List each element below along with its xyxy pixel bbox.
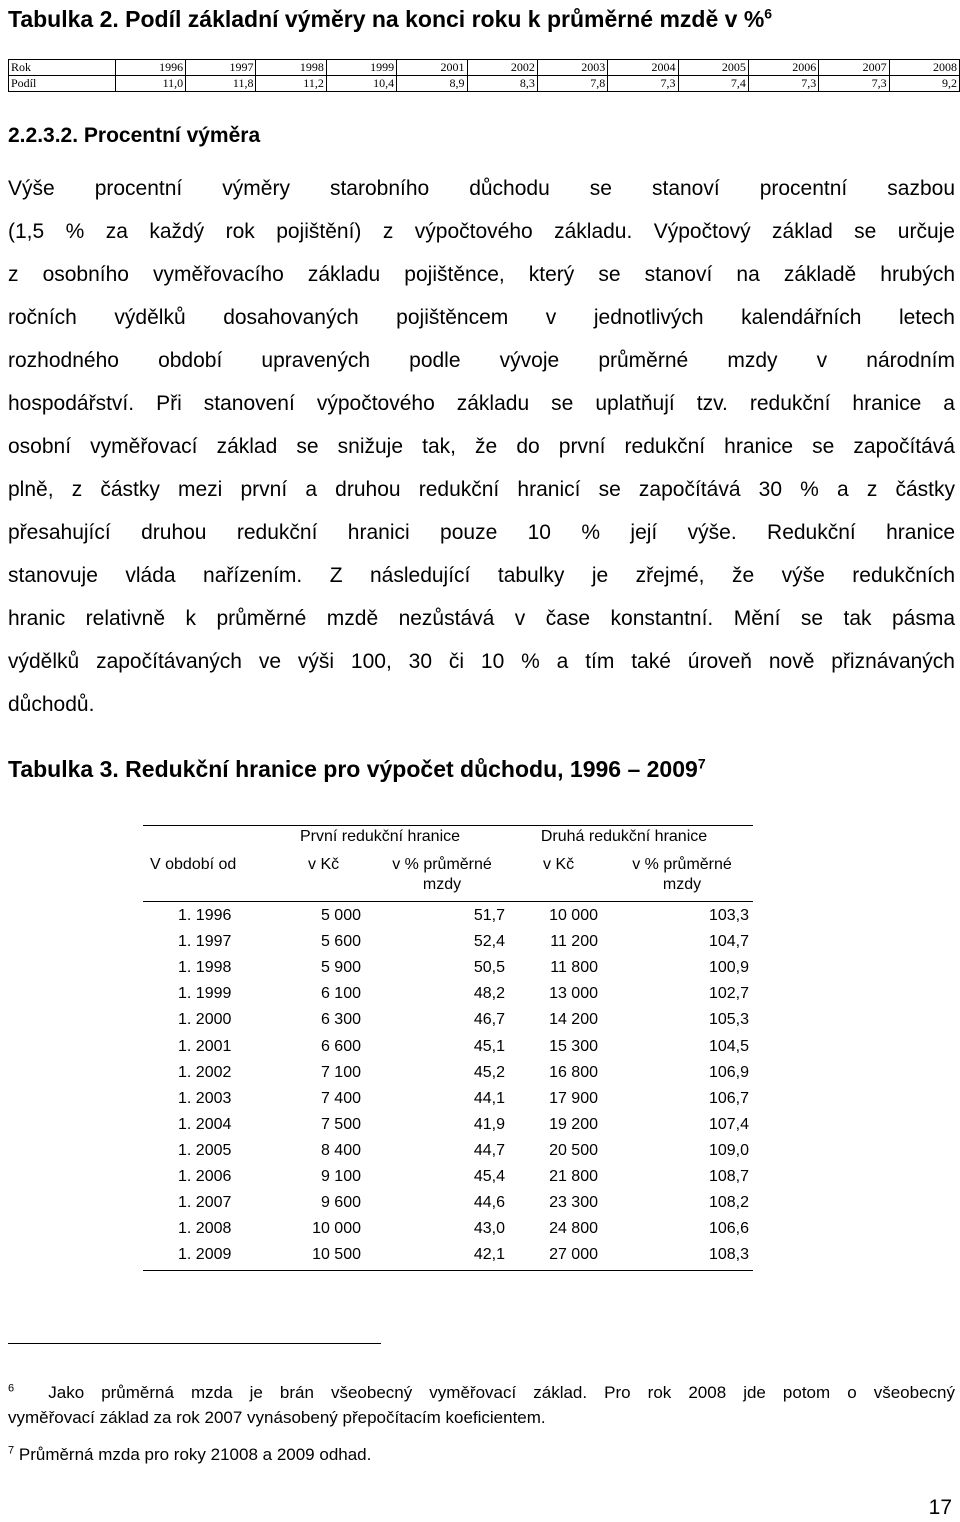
body-line: (1,5 % za každý rok pojištění) z výpočtového základu. Výpočtový základ se určuje <box>8 220 955 243</box>
table3-cell-kc2: 23 300 <box>549 1194 598 1211</box>
table3-cell-period: 1. 2008 <box>178 1220 232 1237</box>
table3-group-first: První redukční hranice <box>299 828 461 845</box>
table3-cell-period: 1. 2001 <box>178 1038 232 1055</box>
table3-top-rule <box>143 825 753 826</box>
table3-cell-pct1: 41,9 <box>473 1116 505 1133</box>
table3-cell-pct2: 106,9 <box>708 1064 749 1081</box>
table3-cell-kc1: 6 100 <box>320 985 361 1002</box>
table3-header-rule <box>143 901 753 902</box>
table3-cell-period: 1. 2004 <box>178 1116 232 1133</box>
table3-cell-pct2: 108,3 <box>708 1246 749 1263</box>
table3-cell-pct2: 104,7 <box>708 933 749 950</box>
table2-share-cell: 11,0 <box>115 76 185 92</box>
table3-cell-period: 1. 2005 <box>178 1142 232 1159</box>
table3-cell-kc2: 13 000 <box>549 985 598 1002</box>
table3-header-kc1: v Kč <box>308 856 340 873</box>
table2-year-cell: 2005 <box>678 60 748 76</box>
table3-bottom-rule <box>143 1270 753 1271</box>
table3-cell-pct1: 45,4 <box>473 1168 505 1185</box>
table3-cell-kc2: 14 200 <box>549 1011 598 1028</box>
table3-cell-pct1: 45,1 <box>473 1038 505 1055</box>
table2-share-cell: 7,3 <box>608 76 678 92</box>
table2-year-cell: 1999 <box>326 60 396 76</box>
table3-cell-kc1: 9 100 <box>320 1168 361 1185</box>
table3-cell-period: 1. 2007 <box>178 1194 232 1211</box>
table3-cell-pct1: 44,1 <box>473 1090 505 1107</box>
table2-share-cell: 8,9 <box>397 76 467 92</box>
table3-cell-pct1: 45,2 <box>473 1064 505 1081</box>
table3-cell-kc2: 11 200 <box>550 933 598 950</box>
table3-cell-kc1: 5 600 <box>320 933 361 950</box>
table3-cell-pct2: 108,2 <box>708 1194 749 1211</box>
table3-cell-pct1: 44,6 <box>473 1194 505 1211</box>
table3-cell-kc2: 19 200 <box>549 1116 598 1133</box>
table2-year-cell: 2006 <box>748 60 818 76</box>
table3-cell-kc2: 15 300 <box>549 1038 598 1055</box>
table3-cell-pct1: 50,5 <box>473 959 505 976</box>
table2-share-cell: 7,4 <box>678 76 748 92</box>
table3-cell-pct1: 44,7 <box>473 1142 505 1159</box>
table3-cell-kc2: 11 800 <box>550 959 598 976</box>
table3-cell-pct2: 106,6 <box>708 1220 749 1237</box>
table2-year-row <box>9 60 960 76</box>
page-number: 17 <box>928 1496 952 1519</box>
table2-share-cell: 7,3 <box>819 76 889 92</box>
table3-cell-period: 1. 1996 <box>178 907 232 924</box>
section-heading: 2.2.3.2. Procentní výměra <box>8 124 261 147</box>
table2-year-cell: 2008 <box>889 60 959 76</box>
footnote-6-continued: vyměřovací základ za rok 2007 vynásobený přepočítacím koeficientem. <box>8 1408 546 1427</box>
table3-cell-pct2: 102,7 <box>708 985 749 1002</box>
table2-year-cell: 2003 <box>537 60 607 76</box>
body-line: plně, z částky mezi první a druhou redukční hranicí se započítává 30 % a z částky <box>8 478 955 501</box>
table3-cell-kc2: 17 900 <box>549 1090 598 1107</box>
body-line: hospodářství. Při stanovení výpočtového základu se uplatňují tzv. redukční hranice a <box>8 392 955 415</box>
body-line: rozhodného období upravených podle vývoje průměrné mzdy v národním <box>8 349 955 372</box>
table3-header-period: V období od <box>150 856 237 873</box>
table3-cell-kc2: 20 500 <box>549 1142 598 1159</box>
table3-group-second: Druhá redukční hranice <box>540 828 708 845</box>
table2-year-cell: 1998 <box>256 60 326 76</box>
table3-cell-kc1: 5 000 <box>320 907 361 924</box>
body-line: z osobního vyměřovacího základu pojištěnce, který se stanoví na základě hrubých <box>8 263 955 286</box>
table3-cell-kc2: 21 800 <box>549 1168 598 1185</box>
table2-share-cell: 7,8 <box>537 76 607 92</box>
table3-cell-kc1: 9 600 <box>320 1194 361 1211</box>
table3-cell-kc1: 7 400 <box>320 1090 361 1107</box>
table3-cell-pct1: 46,7 <box>473 1011 505 1028</box>
body-line: Výše procentní výměry starobního důchodu se stanoví procentní sazbou <box>8 177 955 200</box>
body-line: přesahující druhou redukční hranici pouze 10 % její výše. Redukční hranice <box>8 521 955 544</box>
table3-cell-kc1: 7 100 <box>320 1064 361 1081</box>
table3-cell-period: 1. 2003 <box>178 1090 232 1107</box>
table3-cell-pct1: 43,0 <box>473 1220 505 1237</box>
table2-share-cell: 11,8 <box>186 76 256 92</box>
table2-year-cell: 2004 <box>608 60 678 76</box>
table3-cell-pct1: 48,2 <box>473 985 505 1002</box>
table3-cell-pct2: 109,0 <box>708 1142 749 1159</box>
body-line: výdělků započítávaných ve výši 100, 30 či 10 % a tím také úroveň nově přiznávaných <box>8 650 955 673</box>
table3-cell-pct2: 103,3 <box>708 907 749 924</box>
table3-header-pct2: v % průměrné mzdy <box>632 856 732 893</box>
table3-cell-kc1: 10 000 <box>312 1220 361 1237</box>
table3-cell-pct1: 42,1 <box>473 1246 505 1263</box>
table2-year-cell: 1996 <box>115 60 185 76</box>
table3-title: Tabulka 3. Redukční hranice pro výpočet důchodu, 1996 – 2009$^7$ <box>8 755 706 782</box>
table3-cell-period: 1. 2002 <box>178 1064 232 1081</box>
table3-cell-pct2: 108,7 <box>708 1168 749 1185</box>
table3-cell-pct2: 100,9 <box>708 959 749 976</box>
table3-cell-period: 1. 2000 <box>178 1011 232 1028</box>
table3-cell-period: 1. 1999 <box>178 985 232 1002</box>
table2-row-label: Rok <box>9 60 116 76</box>
table3-cell-period: 1. 2006 <box>178 1168 232 1185</box>
table3-cell-pct1: 51,7 <box>473 907 505 924</box>
body-line: ročních výdělků dosahovaných pojištěncem v jednotlivých kalendářních letech <box>8 306 955 329</box>
table3-cell-kc1: 5 900 <box>320 959 361 976</box>
table2-share-row <box>9 76 960 92</box>
footnote-separator <box>8 1343 381 1344</box>
table3-cell-kc2: 27 000 <box>549 1246 598 1263</box>
table2-year-cell: 2001 <box>397 60 467 76</box>
table3-cell-kc1: 6 300 <box>320 1011 361 1028</box>
table3-cell-pct1: 52,4 <box>473 933 505 950</box>
table3-header-pct1: v % průměrné mzdy <box>392 856 492 893</box>
table2-share-cell: 7,3 <box>748 76 818 92</box>
body-line: osobní vyměřovací základ se snižuje tak, že do první redukční hranice se započítává <box>8 435 955 458</box>
body-line: důchodů. <box>8 693 95 716</box>
table2 <box>8 59 960 92</box>
table3-cell-kc1: 6 600 <box>320 1038 361 1055</box>
table3-cell-kc1: 7 500 <box>320 1116 361 1133</box>
table3-cell-period: 1. 1998 <box>178 959 232 976</box>
footnote-7: $^7$ Průměrná mzda pro roky 21008 a 2009 odhad. <box>8 1444 372 1464</box>
table3-cell-pct2: 105,3 <box>708 1011 749 1028</box>
body-line: stanovuje vláda nařízením. Z následující tabulky je zřejmé, že výše redukčních <box>8 564 955 587</box>
table2-share-cell: 8,3 <box>467 76 537 92</box>
table3-cell-kc2: 16 800 <box>549 1064 598 1081</box>
table3-header-kc2: v Kč <box>543 856 575 873</box>
table2-row-label: Podíl <box>9 76 116 92</box>
table3-cell-pct2: 107,4 <box>708 1116 749 1133</box>
table2-share-cell: 10,4 <box>326 76 396 92</box>
table2-year-cell: 1997 <box>186 60 256 76</box>
table3-cell-pct2: 106,7 <box>708 1090 749 1107</box>
table2-share-cell: 11,2 <box>256 76 326 92</box>
table3-cell-period: 1. 1997 <box>178 933 232 950</box>
table3-cell-kc2: 10 000 <box>549 907 598 924</box>
table2-year-cell: 2007 <box>819 60 889 76</box>
table3-cell-kc2: 24 800 <box>549 1220 598 1237</box>
table2-year-cell: 2002 <box>467 60 537 76</box>
table3-cell-kc1: 10 500 <box>312 1246 361 1263</box>
body-line: hranic relativně k průměrné mzdě nezůstává v čase konstantní. Mění se tak pásma <box>8 607 955 630</box>
table3-cell-period: 1. 2009 <box>178 1246 232 1263</box>
table2-title: Tabulka 2. Podíl základní výměry na konci roku k průměrné mzdě v %$^6$ <box>8 5 773 32</box>
footnote-6: $^6$ Jako průměrná mzda je brán všeobecný vyměřovací základ. Pro rok 2008 jde potom o všeobecný <box>8 1382 955 1402</box>
table3-cell-pct2: 104,5 <box>708 1038 749 1055</box>
table3-cell-kc1: 8 400 <box>320 1142 361 1159</box>
table2-share-cell: 9,2 <box>889 76 959 92</box>
